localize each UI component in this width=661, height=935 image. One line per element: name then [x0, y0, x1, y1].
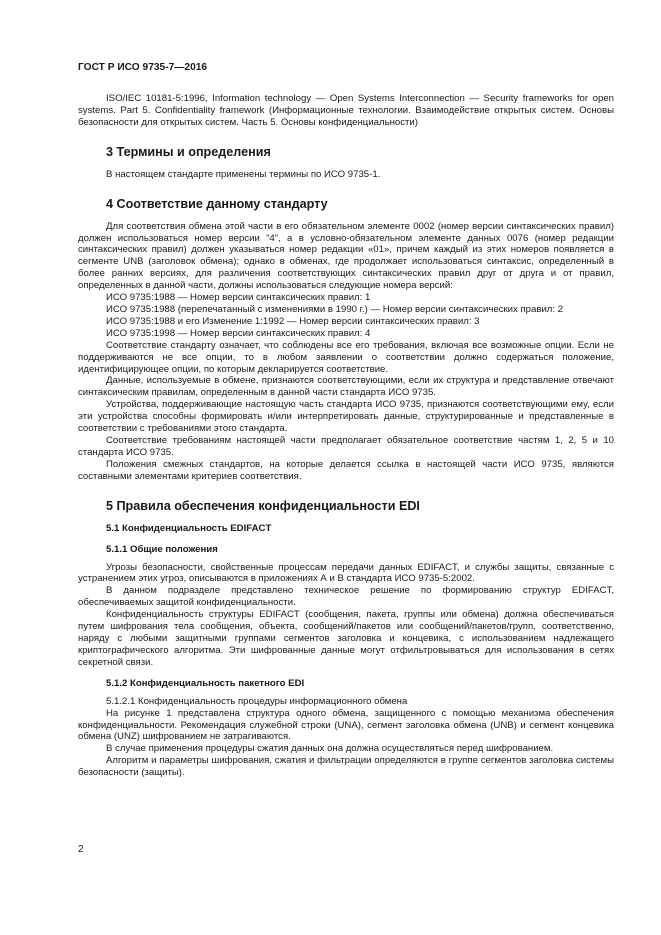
section-4-paragraph: Положения смежных стандартов, на которые делается ссылка в настоящей части ИСО 9735, являются составными элементами критериев соответствия. — [78, 458, 614, 482]
page-number: 2 — [78, 844, 84, 855]
section-4-paragraph: Устройства, поддерживающие настоящую часть стандарта ИСО 9735, признаются соответствующими ему, если эти устройства способны формировать и/или интерпретировать данные, структурированные и представленные в соответствии с требованиями этого стандарта. — [78, 399, 614, 435]
section-4-heading: 4 Соответствие данному стандарту — [106, 196, 328, 211]
section-5-paragraph: Алгоритм и параметры шифрования, сжатия и фильтрации определяются в группе сегментов заголовка системы безопасности (защиты). — [78, 755, 614, 779]
subsection-5-1-2-heading: 5.1.2 Конфиденциальность пакетного EDI — [106, 677, 305, 689]
version-line: ИСО 9735:1988 и его Изменение 1:1992 — Номер версии синтаксических правил: 3 — [106, 315, 480, 327]
version-line: ИСО 9735:1988 (перепечатанный с изменениями в 1990 г.) — Номер версии синтаксических правил: 2 — [106, 303, 564, 315]
section-4-paragraph: Данные, используемые в обмене, признаются соответствующими, если их структура и представление отвечают синтаксическим правилам, определенным в данной части стандарта ИСО 9735. — [78, 375, 614, 399]
section-5-paragraph: На рисунке 1 представлена структура одного обмена, защищенного с помощью механизма обеспечения конфиденциальности. Рекомендация служебной строки (UNA), сегмент заголовка обмена (UNB) и сегмент концевика обмена (UNZ) шифрованием не затрагиваются. — [78, 707, 614, 743]
reference-entry: ISO/IEC 10181-5:1996, Information technology — Open Systems Interconnection — Security frameworks for open systems. Part 5. Confidentiality framework (Информационные технологии. Взаимодействие открытых систем. Основы безопасности для открытых систем. Часть 5. Основы конфиденциальности) — [78, 93, 614, 128]
section-4-paragraph: Для соответствия обмена этой части в его обязательном элементе 0002 (номер версии синтаксических правил) должен использоваться номер версии “4”, а в условно-обязательном элементе данных 0076 (номер редакции синтаксических правил) должен указываться номер редакции «01», причем каждый из этих номеров появляется в сегменте UNB (заголовок обмена); однако в обменах, где продолжает использоваться синтаксис, определенный в более ранних версиях, для различения соответствующих синтаксических правил друг от друга и от правил, определенных в данной части, должны использоваться следующие номера версий: — [78, 220, 614, 292]
version-line: ИСО 9735:1988 — Номер версии синтаксических правил: 1 — [106, 292, 371, 304]
version-line: ИСО 9735:1998 — Номер версии синтаксических правил: 4 — [106, 327, 371, 339]
section-5-paragraph: 5.1.2.1 Конфиденциальность процедуры информационного обмена — [106, 695, 408, 707]
section-3-text: В настоящем стандарте применены термины по ИСО 9735-1. — [106, 168, 381, 180]
section-5-paragraph: В данном подразделе представлено техническое решение по формированию структур EDIFACT, обеспечиваемых защитой конфиденциальности. — [78, 585, 614, 609]
section-5-heading: 5 Правила обеспечения конфиденциальности EDI — [106, 498, 420, 513]
subsection-5-1-1-heading: 5.1.1 Общие положения — [106, 543, 218, 555]
subsection-5-1-heading: 5.1 Конфиденциальность EDIFACT — [106, 522, 272, 534]
section-4-paragraph: Соответствие стандарту означает, что соблюдены все его требования, включая все возможные опции. Если не поддерживаются не все опции, то в любом заявлении о соответствии должно содержаться положение, идентифицирующее опции, по которым декларируется соответствие. — [78, 339, 614, 375]
section-3-heading: 3 Термины и определения — [106, 144, 271, 159]
section-5-paragraph: Конфиденциальность структуры EDIFACT (сообщения, пакета, группы или обмена) должна обеспечиваться путем шифрования тела сообщения, объекта, сообщений/пакетов или сообщений/пакетов/групп, соответственно, наряду с любыми защитными группами сегментов заголовка и концевика, с использованием надлежащего криптографического алгоритма. Эти шифрованные данные могут отфильтровываться для использования в сетях секретной связи. — [78, 609, 614, 668]
section-5-paragraph: В случае применения процедуры сжатия данных она должна осуществляться перед шифрованием. — [106, 743, 554, 755]
section-5-paragraph: Угрозы безопасности, свойственные процессам передачи данных EDIFACT, и службы защиты, связанные с устранением этих угроз, описываются в приложениях А и В стандарта ИСО 9735-5:2002. — [78, 561, 614, 585]
page-header: ГОСТ Р ИСО 9735-7—2016 — [78, 62, 208, 73]
section-4-paragraph: Соответствие требованиям настоящей части предполагает обязательное соответствие частям 1, 2, 5 и 10 стандарта ИСО 9735. — [78, 434, 614, 458]
document-body — [78, 93, 614, 779]
